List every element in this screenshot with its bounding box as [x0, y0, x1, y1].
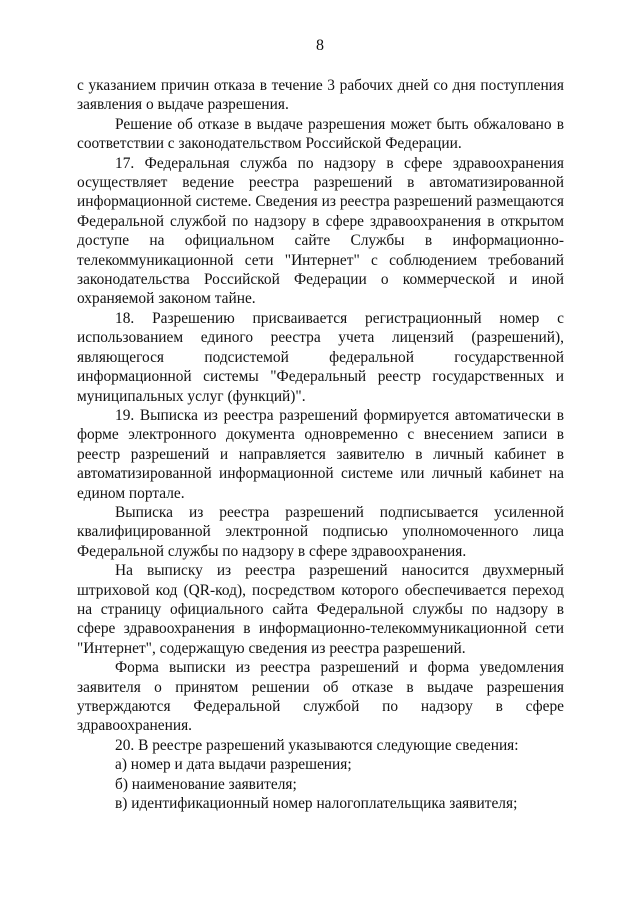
list-item-b: б) наименование заявителя;: [115, 775, 297, 793]
list-item-c: в) идентификационный номер налогоплательщика заявителя;: [115, 795, 518, 813]
paragraph-forms: Форма выписки из реестра разрешений и форма уведомления заявителя о принятом решении об отказе в выдаче разрешения утверждаются Федеральной службой по надзору в сфере здравоохранения.: [77, 659, 564, 735]
paragraph-appeal: Решение об отказе в выдаче разрешения может быть обжаловано в соответствии с законодательством Российской Федерации.: [77, 115, 564, 153]
document-body: [77, 76, 564, 813]
paragraph-20: 20. В реестре разрешений указываются следующие сведения:: [115, 736, 519, 754]
paragraph-signature: Выписка из реестра разрешений подписывается усиленной квалифицированной электронной подписью уполномоченного лица Федеральной службы по надзору в сфере здравоохранения.: [77, 503, 564, 560]
page-number: 8: [316, 37, 324, 54]
paragraph-qr-code: На выписку из реестра разрешений наносится двухмерный штриховой код (QR-код), посредством которого обеспечивается переход на страницу официального сайта Федеральной службы по надзору в сфере здравоохранения в информационно-телекоммуникационной сети "Интернет", содержащую сведения из реестра разрешений.: [77, 562, 564, 657]
paragraph-continuation: с указанием причин отказа в течение 3 рабочих дней со дня поступления заявления о выдаче разрешения.: [77, 77, 564, 114]
paragraph-19: 19. Выписка из реестра разрешений формируется автоматически в форме электронного документа одновременно с внесением записи в реестр разрешений и направляется заявителю в личный кабинет в автоматизированной информационной системе или личный кабинет на едином портале.: [77, 406, 564, 502]
paragraph-17: 17. Федеральная служба по надзору в сфере здравоохранения осуществляет ведение реестра разрешений в автоматизированной информационной системе. Сведения из реестра разрешений размещаются Федеральной службой по надзору в сфере здравоохранения в открытом доступе на официальном сайте Службы в информационно-телекоммуникационной сети "Интернет" с соблюдением требований законодательства Российской Федерации о коммерческой и иной охраняемой законом тайне.: [77, 154, 564, 308]
paragraph-18: 18. Разрешению присваивается регистрационный номер с использованием единого реестра учета лицензий (разрешений), являющегося подсистемой федеральной государственной информационной системы "Федеральный реестр государственных и муниципальных услуг (функций)".: [77, 309, 564, 405]
list-item-a: а) номер и дата выдачи разрешения;: [115, 756, 352, 774]
